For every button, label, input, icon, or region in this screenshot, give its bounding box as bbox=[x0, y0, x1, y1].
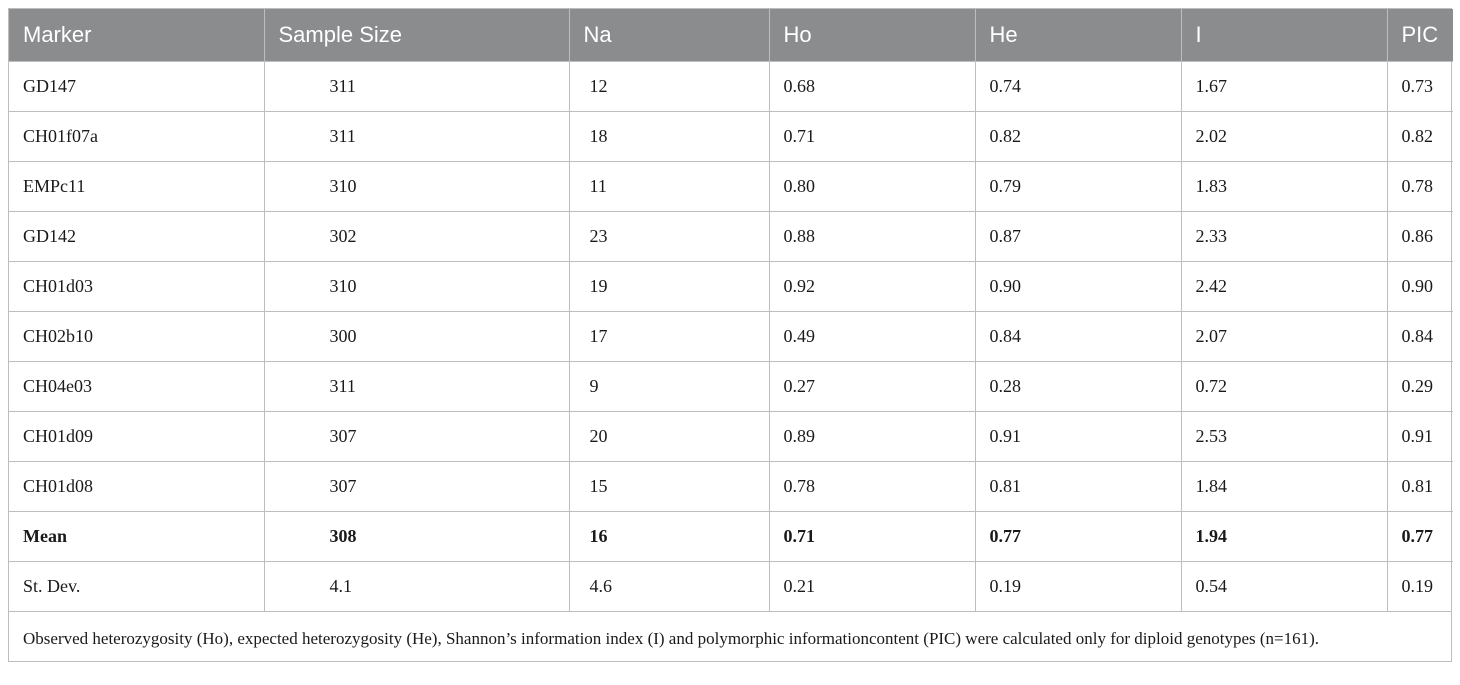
cell-pic: 0.78 bbox=[1387, 162, 1453, 212]
cell-sample-size: 308 bbox=[264, 512, 569, 562]
table-row bbox=[9, 462, 1453, 512]
cell-na: 23 bbox=[569, 212, 769, 262]
header-row bbox=[9, 9, 1453, 62]
cell-na: 16 bbox=[569, 512, 769, 562]
cell-na: 4.6 bbox=[569, 562, 769, 612]
cell-pic: 0.82 bbox=[1387, 112, 1453, 162]
cell-sample-size: 310 bbox=[264, 162, 569, 212]
cell-sample-size: 311 bbox=[264, 362, 569, 412]
cell-sample-size: 307 bbox=[264, 412, 569, 462]
table-row bbox=[9, 312, 1453, 362]
cell-ho: 0.71 bbox=[769, 512, 975, 562]
table-row bbox=[9, 412, 1453, 462]
cell-sample-size: 311 bbox=[264, 62, 569, 112]
column-header-ho: Ho bbox=[769, 9, 975, 62]
cell-na: 11 bbox=[569, 162, 769, 212]
cell-marker: GD147 bbox=[9, 62, 264, 112]
cell-i: 2.42 bbox=[1181, 262, 1387, 312]
cell-i: 1.84 bbox=[1181, 462, 1387, 512]
column-header-he: He bbox=[975, 9, 1181, 62]
cell-ho: 0.89 bbox=[769, 412, 975, 462]
cell-i: 1.94 bbox=[1181, 512, 1387, 562]
cell-ho: 0.68 bbox=[769, 62, 975, 112]
cell-na: 15 bbox=[569, 462, 769, 512]
cell-he: 0.84 bbox=[975, 312, 1181, 362]
cell-pic: 0.19 bbox=[1387, 562, 1453, 612]
cell-na: 20 bbox=[569, 412, 769, 462]
cell-sample-size: 4.1 bbox=[264, 562, 569, 612]
column-header-i: I bbox=[1181, 9, 1387, 62]
column-header-na: Na bbox=[569, 9, 769, 62]
cell-ho: 0.71 bbox=[769, 112, 975, 162]
cell-ho: 0.21 bbox=[769, 562, 975, 612]
cell-ho: 0.78 bbox=[769, 462, 975, 512]
cell-marker: EMPc11 bbox=[9, 162, 264, 212]
cell-na: 18 bbox=[569, 112, 769, 162]
cell-ho: 0.49 bbox=[769, 312, 975, 362]
cell-he: 0.19 bbox=[975, 562, 1181, 612]
cell-pic: 0.29 bbox=[1387, 362, 1453, 412]
cell-i: 1.67 bbox=[1181, 62, 1387, 112]
column-header-marker: Marker bbox=[9, 9, 264, 62]
cell-i: 1.83 bbox=[1181, 162, 1387, 212]
cell-he: 0.77 bbox=[975, 512, 1181, 562]
table-row bbox=[9, 162, 1453, 212]
table-footnote: Observed heterozygosity (Ho), expected heterozygosity (He), Shannon’s information index (I) and polymorphic informationcontent (PIC) were calculated only for diploid genotypes (n=161). bbox=[9, 611, 1451, 661]
cell-he: 0.87 bbox=[975, 212, 1181, 262]
cell-marker: GD142 bbox=[9, 212, 264, 262]
cell-marker: CH01d08 bbox=[9, 462, 264, 512]
column-header-pic: PIC bbox=[1387, 9, 1453, 62]
cell-i: 0.54 bbox=[1181, 562, 1387, 612]
cell-he: 0.91 bbox=[975, 412, 1181, 462]
cell-pic: 0.90 bbox=[1387, 262, 1453, 312]
cell-i: 2.53 bbox=[1181, 412, 1387, 462]
cell-ho: 0.88 bbox=[769, 212, 975, 262]
cell-ho: 0.80 bbox=[769, 162, 975, 212]
marker-statistics-table bbox=[9, 9, 1453, 611]
cell-i: 2.33 bbox=[1181, 212, 1387, 262]
cell-na: 17 bbox=[569, 312, 769, 362]
cell-pic: 0.91 bbox=[1387, 412, 1453, 462]
table-row bbox=[9, 362, 1453, 412]
table-row bbox=[9, 112, 1453, 162]
cell-pic: 0.77 bbox=[1387, 512, 1453, 562]
cell-marker: CH01d09 bbox=[9, 412, 264, 462]
cell-sample-size: 310 bbox=[264, 262, 569, 312]
cell-he: 0.28 bbox=[975, 362, 1181, 412]
cell-sample-size: 300 bbox=[264, 312, 569, 362]
cell-he: 0.90 bbox=[975, 262, 1181, 312]
cell-pic: 0.86 bbox=[1387, 212, 1453, 262]
cell-pic: 0.73 bbox=[1387, 62, 1453, 112]
cell-he: 0.74 bbox=[975, 62, 1181, 112]
cell-pic: 0.81 bbox=[1387, 462, 1453, 512]
table-row bbox=[9, 212, 1453, 262]
table-row bbox=[9, 62, 1453, 112]
cell-sample-size: 307 bbox=[264, 462, 569, 512]
cell-marker: CH04e03 bbox=[9, 362, 264, 412]
cell-ho: 0.92 bbox=[769, 262, 975, 312]
cell-i: 2.07 bbox=[1181, 312, 1387, 362]
data-table-container bbox=[8, 8, 1452, 662]
cell-na: 12 bbox=[569, 62, 769, 112]
cell-marker: CH01d03 bbox=[9, 262, 264, 312]
cell-he: 0.79 bbox=[975, 162, 1181, 212]
cell-marker: CH02b10 bbox=[9, 312, 264, 362]
cell-na: 9 bbox=[569, 362, 769, 412]
cell-i: 2.02 bbox=[1181, 112, 1387, 162]
cell-sample-size: 302 bbox=[264, 212, 569, 262]
table-row bbox=[9, 262, 1453, 312]
cell-he: 0.81 bbox=[975, 462, 1181, 512]
cell-marker: CH01f07a bbox=[9, 112, 264, 162]
cell-i: 0.72 bbox=[1181, 362, 1387, 412]
cell-na: 19 bbox=[569, 262, 769, 312]
cell-sample-size: 311 bbox=[264, 112, 569, 162]
mean-row bbox=[9, 512, 1453, 562]
cell-ho: 0.27 bbox=[769, 362, 975, 412]
cell-he: 0.82 bbox=[975, 112, 1181, 162]
column-header-sample-size: Sample Size bbox=[264, 9, 569, 62]
cell-marker: St. Dev. bbox=[9, 562, 264, 612]
st-dev-row bbox=[9, 562, 1453, 612]
cell-pic: 0.84 bbox=[1387, 312, 1453, 362]
cell-marker: Mean bbox=[9, 512, 264, 562]
